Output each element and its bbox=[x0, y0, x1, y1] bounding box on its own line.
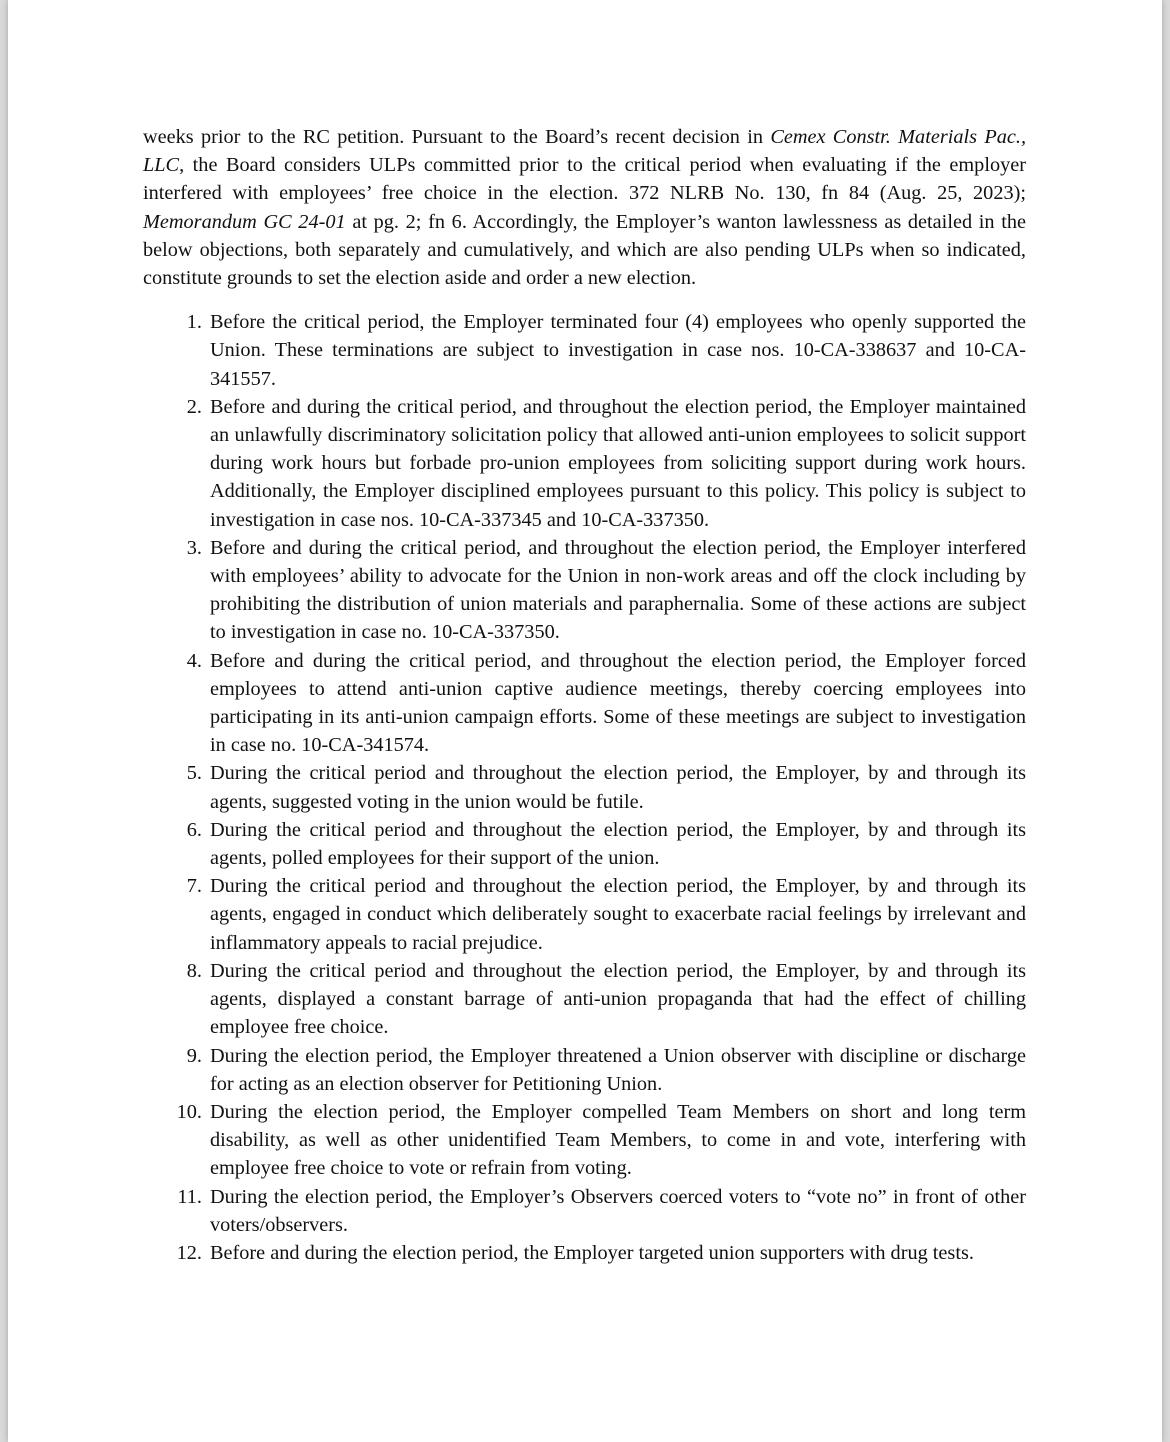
memo-citation: Memorandum GC 24-01 bbox=[143, 210, 346, 233]
objections-list bbox=[143, 308, 1026, 1267]
objection-number: 2. bbox=[186, 395, 202, 418]
objection-number: 6. bbox=[186, 818, 202, 841]
objection-text: Before and during the critical period, and throughout the election period, the Employer maintained an unlawfully discriminatory solicitation policy that allowed anti-union employees to solicit support during work hours but forbade pro-union employees from soliciting support during work hours. Additionally, the Employer disciplined employees pursuant to this policy. This policy is subject to investigation in case nos. 10-CA-337345 and 10-CA-337350. bbox=[210, 395, 1026, 531]
page-content bbox=[143, 123, 1026, 1267]
objection-text: Before and during the critical period, and throughout the election period, the Employer forced employees to attend anti-union captive audience meetings, thereby coercing employees into participating in its anti-union campaign efforts. Some of these meetings are subject to investigation in case no. 10-CA-341574. bbox=[210, 649, 1026, 757]
objection-item bbox=[143, 1042, 1026, 1098]
objection-number: 9. bbox=[186, 1044, 202, 1067]
objection-item bbox=[143, 816, 1026, 872]
objection-text: During the critical period and throughout the election period, the Employer, by and through its agents, polled employees for their support of the union. bbox=[210, 818, 1026, 870]
objection-item bbox=[143, 759, 1026, 815]
objection-text: During the critical period and throughout the election period, the Employer, by and through its agents, displayed a constant barrage of anti-union propaganda that had the effect of chilling employee free choice. bbox=[210, 959, 1026, 1039]
objection-number: 8. bbox=[186, 959, 202, 982]
objection-text: Before and during the critical period, and throughout the election period, the Employer interfered with employees’ ability to advocate for the Union in non-work areas and off the clock including by prohibiting the distribution of union materials and paraphernalia. Some of these actions are subject to investigation in case no. 10-CA-337350. bbox=[210, 536, 1026, 644]
objection-item bbox=[143, 393, 1026, 534]
objection-item bbox=[143, 308, 1026, 393]
objection-number: 5. bbox=[186, 762, 202, 785]
objection-number: 3. bbox=[186, 536, 202, 559]
objection-item bbox=[143, 534, 1026, 647]
objection-number: 4. bbox=[186, 649, 202, 672]
objection-number: 7. bbox=[186, 875, 202, 898]
objection-number: 12. bbox=[176, 1241, 202, 1264]
objection-item bbox=[143, 872, 1026, 957]
objection-text: During the election period, the Employer’s Observers coerced voters to “vote no” in front of other voters/observers. bbox=[210, 1185, 1026, 1236]
objection-item bbox=[143, 647, 1026, 760]
objection-item bbox=[143, 1239, 1026, 1267]
objection-text: During the election period, the Employer compelled Team Members on short and long term disability, as well as other unidentified Team Members, to come in and vote, interfering with employee free choice to vote or refrain from voting. bbox=[210, 1100, 1026, 1180]
objection-item bbox=[143, 1098, 1026, 1183]
intro-text-1: weeks prior to the RC petition. Pursuant to the Board’s recent decision in bbox=[143, 126, 771, 148]
objection-text: During the critical period and throughout the election period, the Employer, by and through its agents, engaged in conduct which deliberately sought to exacerbate racial feelings by irrelevant and inflammatory appeals to racial prejudice. bbox=[210, 875, 1026, 954]
document-page bbox=[8, 0, 1162, 1442]
case-citation: Cemex Constr. Materials Pac., LLC bbox=[143, 126, 1027, 177]
objection-text: During the critical period and throughout the election period, the Employer, by and through its agents, suggested voting in the union would be futile. bbox=[210, 762, 1026, 813]
objection-text: During the election period, the Employer threatened a Union observer with discipline or discharge for acting as an election observer for Petitioning Union. bbox=[210, 1044, 1026, 1095]
objection-number: 10. bbox=[176, 1100, 202, 1123]
objection-text: Before the critical period, the Employer terminated four (4) employees who openly supported the Union. These terminations are subject to investigation in case nos. 10-CA-338637 and 10-CA-341557. bbox=[210, 311, 1026, 390]
objection-text: Before and during the election period, the Employer targeted union supporters with drug tests. bbox=[210, 1241, 974, 1264]
objection-item bbox=[143, 1183, 1026, 1239]
intro-text-3: at pg. 2; fn 6. Accordingly, the Employer’s wanton lawlessness as detailed in the below objections, both separately and cumulatively, and which are also pending ULPs when so indicated, constitute grounds to set the election aside and order a new election. bbox=[143, 210, 1027, 290]
objection-item bbox=[143, 957, 1026, 1042]
objection-number: 11. bbox=[177, 1185, 202, 1208]
intro-paragraph bbox=[143, 123, 1026, 292]
objection-number: 1. bbox=[186, 311, 202, 334]
intro-text-2: , the Board considers ULPs committed prior to the critical period when evaluating if the employer interfered with employees’ free choice in the election. 372 NLRB No. 130, fn 84 (Aug. 25, 2023); bbox=[143, 154, 1026, 205]
